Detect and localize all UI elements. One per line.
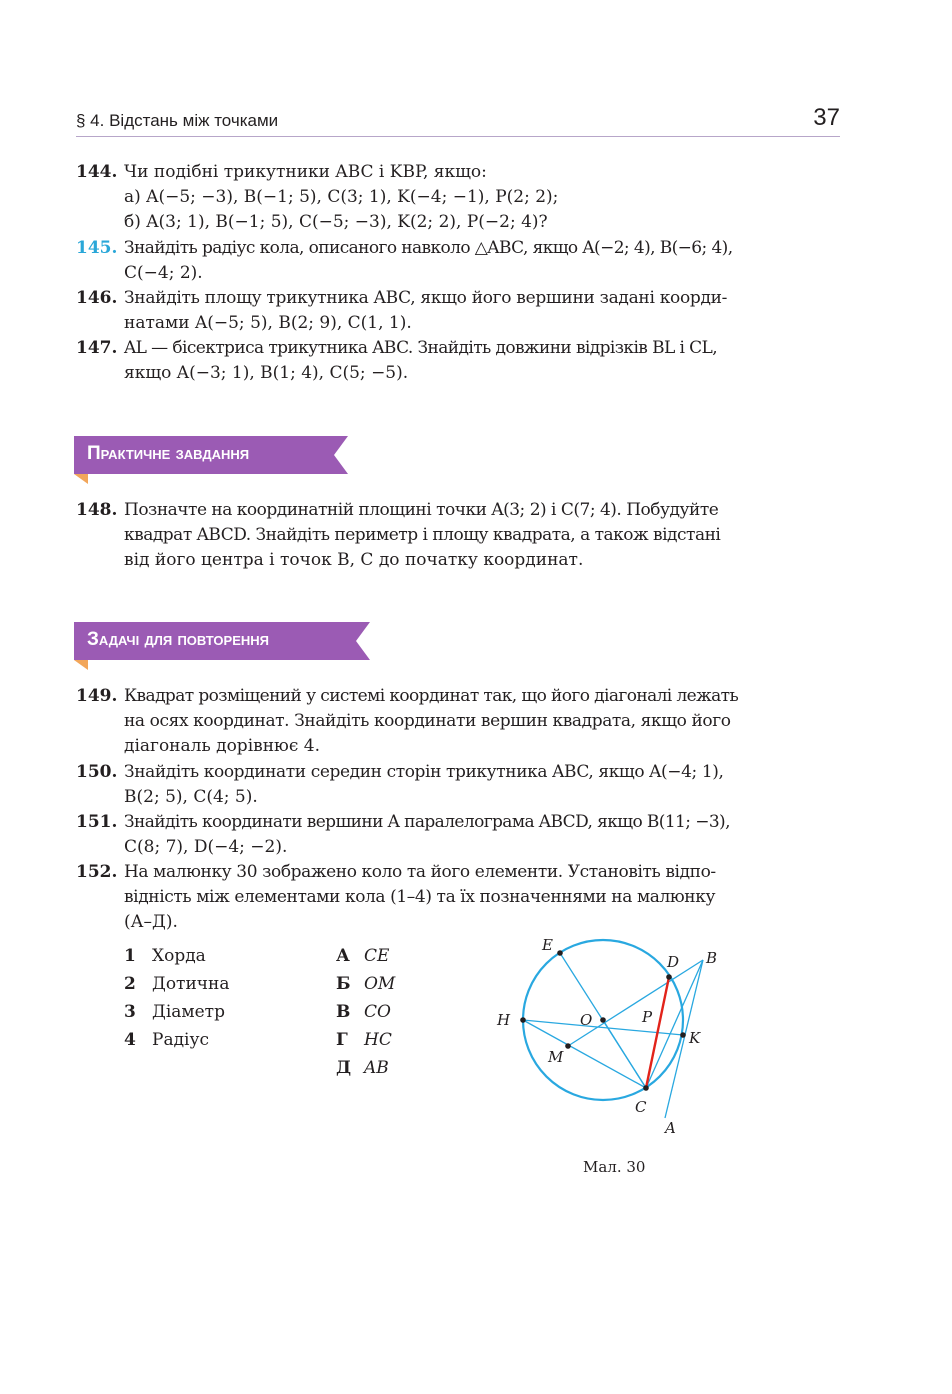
problem-147 bbox=[76, 336, 840, 386]
element-item bbox=[124, 1002, 225, 1022]
label-h: H bbox=[497, 1011, 511, 1029]
segment-bc bbox=[646, 960, 703, 1088]
label-c: C bbox=[635, 1098, 647, 1116]
problem-144 bbox=[76, 160, 840, 235]
figure-caption: Мал. 30 bbox=[583, 1158, 646, 1176]
element-label: Радіус bbox=[152, 1030, 210, 1050]
problem-text: Знайдіть координати середин сторін трикутника ABC, якщо A(−4; 1), bbox=[124, 762, 724, 782]
answer-label: AB bbox=[364, 1058, 389, 1078]
point-k bbox=[680, 1032, 686, 1038]
element-number: 2 bbox=[124, 974, 136, 994]
answer-item bbox=[336, 946, 389, 966]
problem-text: AL — бісектриса трикутника ABC. Знайдіть довжини відрізків BL і CL, bbox=[124, 338, 717, 358]
problem-text: C(−4; 2). bbox=[124, 263, 203, 283]
banner-label: Практичне завдання bbox=[87, 443, 250, 464]
label-b: B bbox=[706, 949, 718, 967]
page-header bbox=[76, 104, 840, 137]
problem-text: якщо A(−3; 1), B(1; 4), C(5; −5). bbox=[124, 363, 409, 383]
problem-text: а) A(−5; −3), B(−1; 5), C(3; 1), K(−4; −1), P(2; 2); bbox=[124, 187, 559, 207]
problem-text: (А–Д). bbox=[124, 912, 178, 932]
problem-151 bbox=[76, 810, 840, 860]
answer-key: В bbox=[336, 1002, 351, 1022]
answer-key: Г bbox=[336, 1030, 348, 1050]
answer-item bbox=[336, 1058, 389, 1078]
problem-number: 152. bbox=[76, 862, 118, 882]
problem-146 bbox=[76, 286, 840, 336]
problem-text: Знайдіть координати вершини A паралелограма ABCD, якщо B(11; −3), bbox=[124, 812, 730, 832]
problem-text: Знайдіть радіус кола, описаного навколо △ABC, якщо A(−2; 4), B(−6; 4), bbox=[124, 238, 733, 258]
problem-text: відність між елементами кола (1–4) та їх позначеннями на малюнку bbox=[124, 887, 716, 907]
problem-text: натами A(−5; 5), B(2; 9), C(1, 1). bbox=[124, 313, 412, 333]
answer-item bbox=[336, 974, 395, 994]
problem-number: 146. bbox=[76, 288, 118, 308]
problem-149 bbox=[76, 684, 840, 759]
problem-number: 145. bbox=[76, 238, 118, 258]
page-number: 37 bbox=[813, 104, 840, 131]
point-e bbox=[557, 950, 563, 956]
problem-148 bbox=[76, 498, 840, 573]
problem-text: від його центра і точок B, C до початку координат. bbox=[124, 550, 584, 570]
answer-item bbox=[336, 1030, 392, 1050]
problem-text: на осях координат. Знайдіть координати вершин квадрата, якщо його bbox=[124, 711, 731, 731]
label-e: E bbox=[542, 936, 553, 954]
element-item bbox=[124, 946, 206, 966]
banner-tail bbox=[74, 474, 88, 484]
label-o: O bbox=[580, 1011, 593, 1029]
answer-key: Б bbox=[336, 974, 351, 994]
problem-152 bbox=[76, 860, 840, 935]
problem-text: Знайдіть площу трикутника ABC, якщо його вершини задані коорди- bbox=[124, 288, 728, 308]
problem-text: квадрат ABCD. Знайдіть периметр і площу квадрата, а також відстані bbox=[124, 525, 721, 545]
label-k: K bbox=[689, 1029, 701, 1047]
point-o bbox=[600, 1017, 606, 1023]
point-m bbox=[565, 1043, 571, 1049]
element-label: Діаметр bbox=[152, 1002, 225, 1022]
answer-label: CE bbox=[364, 946, 390, 966]
problem-number: 147. bbox=[76, 338, 118, 358]
banner-label: Задачі для повторення bbox=[87, 629, 270, 650]
problem-145 bbox=[76, 236, 840, 286]
label-d: D bbox=[667, 953, 680, 971]
problem-text: б) A(3; 1), B(−1; 5), C(−5; −3), K(2; 2), P(−2; 4)? bbox=[124, 212, 548, 232]
problem-number: 148. bbox=[76, 500, 118, 520]
problem-text: B(2; 5), C(4; 5). bbox=[124, 787, 258, 807]
label-a: A bbox=[665, 1119, 676, 1137]
point-c bbox=[643, 1085, 649, 1091]
problem-number: 144. bbox=[76, 162, 118, 182]
problem-number: 150. bbox=[76, 762, 118, 782]
element-item bbox=[124, 1030, 209, 1050]
label-p: P bbox=[642, 1008, 653, 1026]
point-d bbox=[666, 974, 672, 980]
answer-key: Д bbox=[336, 1058, 352, 1078]
point-h bbox=[520, 1017, 526, 1023]
label-m: M bbox=[548, 1048, 564, 1066]
problem-150 bbox=[76, 760, 840, 810]
answer-label: OM bbox=[364, 974, 396, 994]
problem-text: Чи подібні трикутники ABC і KBP, якщо: bbox=[124, 162, 487, 182]
element-number: 4 bbox=[124, 1030, 136, 1050]
problem-text: Квадрат розміщений у системі координат так, що його діагоналі лежать bbox=[124, 686, 739, 706]
answer-key: А bbox=[336, 946, 350, 966]
banner-tail bbox=[74, 660, 88, 670]
element-label: Хорда bbox=[152, 946, 206, 966]
element-number: 3 bbox=[124, 1002, 136, 1022]
radius-oc bbox=[603, 1020, 646, 1088]
answer-item bbox=[336, 1002, 391, 1022]
circle-figure bbox=[488, 930, 748, 1140]
problem-text: C(8; 7), D(−4; −2). bbox=[124, 837, 288, 857]
problem-text: діагональ дорівнює 4. bbox=[124, 736, 320, 756]
problem-text: Позначте на координатній площині точки A(3; 2) і C(7; 4). Побудуйте bbox=[124, 500, 719, 520]
element-number: 1 bbox=[124, 946, 136, 966]
answer-label: HC bbox=[364, 1030, 392, 1050]
section-title: § 4. Відстань між точками bbox=[76, 111, 279, 130]
problem-text: На малюнку 30 зображено коло та його елементи. Установіть відпо- bbox=[124, 862, 716, 882]
problem-number: 149. bbox=[76, 686, 118, 706]
answer-label: CO bbox=[364, 1002, 391, 1022]
element-item bbox=[124, 974, 230, 994]
element-label: Дотична bbox=[152, 974, 230, 994]
problem-number: 151. bbox=[76, 812, 118, 832]
